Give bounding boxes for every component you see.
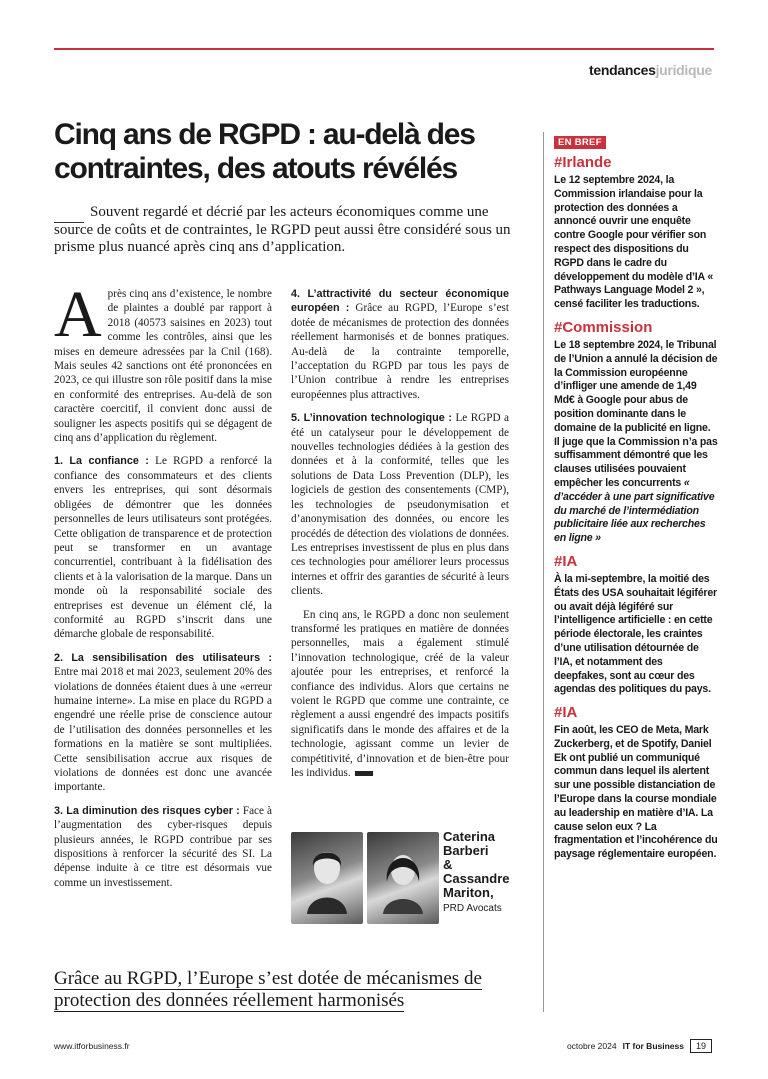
section-rubric bbox=[589, 62, 712, 78]
author-photo-2 bbox=[367, 832, 439, 924]
pull-quote-text: Grâce au RGPD, l’Europe s’est dotée de mécanismes de protection des données réellement harmonisés bbox=[54, 968, 482, 1011]
brief-tag-irlande: #Irlande bbox=[554, 154, 612, 171]
section-4-title: 4. L’attractivité du secteur économique européen : bbox=[291, 288, 509, 315]
brief-tag-commission: #Commission bbox=[554, 318, 653, 336]
section-2 bbox=[54, 651, 272, 795]
en-bref-label: EN BREF bbox=[554, 136, 606, 149]
footer-issue-date: octobre 2024 bbox=[566, 1041, 617, 1051]
section-3-text: Face à l’augmentation des cyber-risques depuis plusieurs années, le RGPD contribue par ses dispositions à renforcer la sécurité des SI. La dépense induite à ce titre est désormais vue comme un investissement. bbox=[54, 804, 272, 889]
section-5-text: Le RGPD a été un catalyseur pour le développement de nouvelles technologies dédiées à la gestion des données et à la conformité, telles que les solutions de Data Loss Prevention (DLP), les logiciels de gestion des consentements (CMP), les technologies de pseudonymisation et d’anonymisation des données, ou encore les procédés de détection des violations de données. Les entreprises investissent de plus en plus dans ces technologies pour améliorer leurs processus internes et offrir des garanties de sécurité à leurs clients. bbox=[291, 412, 509, 598]
page-number: 19 bbox=[690, 1039, 712, 1053]
section-5-title: 5. L’innovation technologique : bbox=[291, 412, 452, 425]
brief-quote-commission: « d’accéder à une part significative du marché de l’intermédiation publicitaire liée aux recherches en ligne » bbox=[554, 476, 715, 545]
section-1 bbox=[54, 454, 272, 641]
article-column-1 bbox=[54, 278, 272, 899]
author-firm: PRD Avocats bbox=[443, 903, 502, 914]
article-column-2 bbox=[291, 287, 509, 789]
article-title: Cinq ans de RGPD : au-delà des contraintes, des atouts révélés bbox=[54, 118, 475, 185]
top-rule bbox=[54, 48, 714, 50]
section-4 bbox=[291, 287, 509, 402]
pull-quote bbox=[54, 968, 524, 1012]
section-3-title: 3. La diminution des risques cyber : bbox=[54, 804, 240, 817]
brief-tag-ia-2: #IA bbox=[554, 704, 578, 722]
rubric-main: tendances bbox=[589, 62, 656, 78]
section-5 bbox=[291, 411, 509, 598]
section-2-title: 2. La sensibilisation des utilisateurs : bbox=[54, 651, 272, 664]
intro-text: près cinq ans d’existence, le nombre de plaintes a doublé par rapport à 2018 (40573 saisines en 2023) tout comme les contrôles, ainsi que les mises en demeure adressées par la Cnil (168). Mais seules 42 sanctions ont été prononcées en 2023, ce qui illustre son rôle positif dans la mise en conformité des entreprises. Au-delà de son caractère coercitif, il convient donc aussi de souligner les aspects positifs qui se dégagent de cinq ans d’application du règlement. bbox=[54, 288, 272, 445]
section-2-text: Entre mai 2018 et mai 2023, seulement 20% des violations de données étaient dues à une «erreur humaine interne». La mise en place du RGPD a engendré une réelle prise de conscience autour de l’utilisation des données personnelles et les formations en la matière se sont multipliées. Cette sensibilisation accrue aux risques de violations de données est donc une avancée importante. bbox=[54, 666, 272, 794]
section-1-title: 1. La confiance : bbox=[54, 455, 149, 468]
en-bref-sidebar bbox=[543, 132, 718, 1012]
intro-paragraph bbox=[54, 278, 272, 445]
dropcap: A bbox=[54, 278, 102, 351]
section-4-text: Grâce au RGPD, l’Europe s’est dotée de mécanismes de protection des données réellement harmonisés et de bonnes pratiques. Au-delà de la contrainte temporelle, l’acceptation du RGPD par tous les pays de l’Union contribue à rendre les entreprises européennes plus attractives. bbox=[291, 302, 509, 401]
brief-text-ia-2: Fin août, les CEO de Meta, Mark Zuckerberg, et de Spotify, Daniel Ek ont publié un communiqué commun dans lequel ils alertent sur une possible distanciation de l’Europe dans la course mondiale au leadership en matière d’IA. La cause selon eux ? La fragmentation et l’incohérence du paysage réglementaire européen. bbox=[554, 724, 718, 861]
footer-url: www.itforbusiness.fr bbox=[54, 1041, 130, 1051]
section-3 bbox=[54, 804, 272, 890]
footer-issue bbox=[567, 1039, 712, 1053]
portrait-icon bbox=[301, 842, 353, 914]
author-amp: & bbox=[443, 857, 453, 872]
brief-text-commission: Le 18 septembre 2024, le Tribunal de l’Union a annulé la décision de la Commission européenne d’infliger une amende de 1,49 Md€ à Google pour abus de position dominante dans le domaine de la publicité en ligne. Il juge que la Commission n’a pas suffisamment démontré que les clauses utilisées pouvaient empêcher les concurrents bbox=[554, 338, 718, 489]
brief-commission bbox=[554, 339, 718, 546]
section-1-text: Le RGPD a renforcé la confiance des consommateurs et des clients envers les entreprises, qui sont désormais obligées de démontrer que les données personnelles de leurs utilisateurs sont protégées. Cette obligation de transparence et de protection peut se transformer en un avantage concurrentiel, contribuant à la fidélisation des clients et à la valorisation de la marque. Dans un monde où la responsabilité sociale des entreprises est devenue un élément clé, la conformité au RGPD s’inscrit dans une démarche globale de responsabilité. bbox=[54, 455, 272, 641]
author-1-name: Caterina Barberi bbox=[443, 829, 496, 858]
brief-tag-ia-1: #IA bbox=[554, 552, 578, 570]
author-photos bbox=[291, 832, 439, 924]
author-photo-1 bbox=[291, 832, 363, 924]
brief-text-irlande: Le 12 septembre 2024, la Commission irlandaise pour la protection des données a annoncé ouvrir une enquête contre Google pour vérifier son respect des dispositions du RGPD dans le cadre du développement du modèle d’IA « Pathways Language Model 2 », censé faciliter les traductions. bbox=[554, 174, 714, 311]
conclusion-text: En cinq ans, le RGPD a donc non seulement transformé les pratiques en matière de données personnelles, mais a également stimulé l’innovation technologique, créé de la valeur ajoutée pour les entreprises, et renforcé la confiance des individus. Alors que certains ne voient le RGPD que comme une contrainte, ce règlement a aussi engendré des impacts positifs significatifs dans le monde des affaires et de la technologie, agissant comme un levier de compétitivité, d’innovation et de bien-être pour les individus. bbox=[291, 608, 509, 779]
brief-text-ia-1: À la mi-septembre, la moitié des États des USA souhaitait légiférer ou avait déjà légiféré sur l’intelligence artificielle : en cette période électorale, les craintes d’une utilisation détournée de l’IA, et notamment des deepfakes, sont au cœur des agendas des politiques du pays. bbox=[554, 572, 717, 696]
conclusion-paragraph bbox=[291, 608, 509, 781]
footer-magazine: IT for Business bbox=[622, 1041, 684, 1051]
rubric-sub: juridique bbox=[655, 62, 712, 78]
author-2-name: Cassandre Mariton, bbox=[443, 871, 510, 900]
portrait-icon bbox=[377, 842, 429, 914]
end-mark bbox=[355, 771, 373, 776]
author-credits bbox=[443, 830, 533, 916]
article-lead: Souvent regardé et décrié par les acteurs économiques comme une source de coûts et de contraintes, le RGPD peut aussi être considéré sous un prisme plus nuancé après cinq ans d’application. bbox=[54, 204, 511, 255]
